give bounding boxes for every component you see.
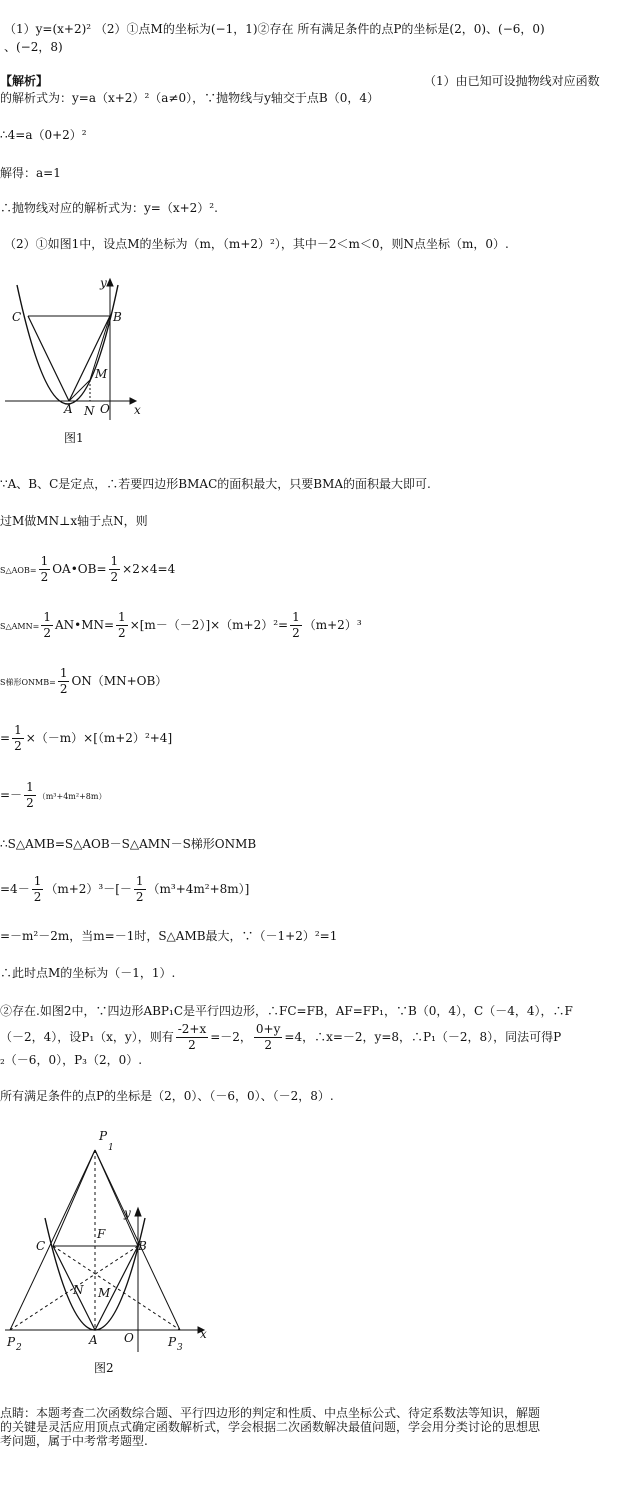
fig2-label-o: O — [124, 1331, 134, 1345]
fig2-label-y: y — [124, 1206, 131, 1220]
formula-3-lhs: S梯形ONMB= — [0, 678, 56, 687]
formula-1-lhs: S△AOB= — [0, 566, 37, 575]
formula-4 — [0, 722, 172, 754]
formula-8: =－m²－2m，当m=－1时，S△AMB最大，∵（－1+2）²=1 — [0, 929, 338, 943]
numerator: 1 — [292, 610, 300, 624]
numerator: 1 — [43, 610, 51, 624]
denominator: 2 — [43, 626, 51, 640]
denominator: 2 — [40, 570, 49, 584]
part2-line-2 — [0, 1021, 561, 1053]
formula-1-mid: OA•OB= — [52, 562, 107, 576]
fig1-y-arrow — [107, 279, 113, 286]
comment-line-3: 考问题，属于中考常考题型. — [0, 1434, 148, 1448]
fig1-label-a: A — [64, 402, 73, 416]
denominator: 2 — [118, 626, 126, 640]
analysis-p1b: 的解析式为：y=a（x+2）²（a≠0），∵抛物线与y轴交于点B（0，4） — [0, 91, 379, 105]
fraction — [109, 554, 121, 585]
numerator: 1 — [26, 780, 34, 794]
part2-line-3: ₂（－6，0），P₃（2，0）. — [0, 1053, 143, 1067]
analysis-p5: （2）①如图1中，设点M的坐标为（m，（m+2）²），其中－2＜m＜0，则N点坐标（m，0）. — [4, 237, 509, 251]
analysis-p4: ∴抛物线对应的解析式为：y=（x+2）². — [0, 201, 218, 215]
fig2-label-b: B — [138, 1239, 147, 1253]
fig1-caption: 图1 — [64, 431, 84, 445]
fraction — [24, 780, 36, 811]
part2-line-1: ②存在.如图2中，∵四边形ABP₁C是平行四边形，∴FC=FB，AF=FP₁，∵B（0，4），C（－4，4），∴F — [0, 1004, 573, 1018]
part2-line-4: 所有满足条件的点P的坐标是（2，0）、（－6，0）、（－2，8）. — [0, 1089, 334, 1103]
fraction — [12, 723, 24, 754]
fraction — [32, 874, 44, 905]
denominator: 2 — [26, 796, 34, 810]
fraction — [58, 666, 70, 697]
analysis-p3: 解得：a=1 — [0, 166, 61, 180]
denominator: 2 — [33, 890, 42, 904]
numerator: 1 — [14, 723, 22, 737]
formula-6: ∴S△AMB=S△AOB－S△AMN－S梯形ONMB — [0, 837, 257, 851]
fig1-label-m: M — [95, 367, 108, 381]
fraction — [39, 554, 51, 585]
answer-line-2: 、(−2，8) — [4, 40, 63, 54]
fig2-label-p2: P — [7, 1335, 16, 1349]
fig2-y-arrow — [135, 1208, 141, 1216]
part2-line-2c: =4，∴x=－2，y=8，∴P₁（－2，8），同法可得P — [284, 1030, 562, 1044]
denominator: 2 — [264, 1038, 272, 1052]
formula-4-rhs: ×（－m）×[（m+2）²+4] — [25, 731, 173, 745]
fig1-label-n: N — [84, 404, 95, 418]
formula-2-mid2: ×[m－（－2）]×（m+2）²= — [129, 618, 289, 632]
analysis-p7: 过M做MN⊥x轴于点N，则 — [0, 514, 148, 528]
fig2-label-p1: P — [99, 1129, 108, 1143]
fraction — [41, 610, 53, 641]
formula-2-rhs: （m+2）³ — [303, 618, 362, 632]
numerator: 1 — [118, 610, 126, 624]
analysis-heading: 【解析】 — [0, 74, 49, 88]
analysis-p1a: （1）由已知可设抛物线对应函数 — [424, 74, 600, 88]
fig1-label-o: O — [100, 402, 110, 416]
comment-line-1: 点睛：本题考查二次函数综合题、平行四边形的判定和性质、中点坐标公式、待定系数法等知识，解题 — [0, 1406, 541, 1420]
formula-1-rhs: ×2×4=4 — [122, 562, 176, 576]
formula-2-mid: AN•MN= — [54, 618, 115, 632]
fig2-label-c: C — [36, 1239, 46, 1253]
formula-2-lhs: S△AMN= — [0, 622, 40, 631]
formula-3-rhs: ON（MN+OB） — [71, 674, 168, 688]
fig1-label-x: x — [134, 403, 141, 417]
formula-9: ∴此时点M的坐标为（－1，1）. — [0, 966, 176, 980]
denominator: 2 — [292, 626, 300, 640]
denominator: 2 — [59, 682, 68, 696]
fig2-label-p2-sub: 2 — [16, 1343, 22, 1353]
fig2-label-a: A — [89, 1333, 98, 1347]
numerator: 1 — [33, 874, 42, 888]
answer-line-1: （1）y=(x+2)² （2）①点M的坐标为(−1，1)②存在 所有满足条件的点P的坐标是(2，0)、(−6，0) — [4, 22, 545, 36]
analysis-p2: ∴4=a（0+2）² — [0, 128, 87, 142]
fig1-label-y: y — [100, 276, 107, 290]
part2-line-2b: =－2， — [210, 1030, 252, 1044]
fig1-segment-ca — [28, 316, 69, 401]
formula-5-rhs: （m³+4m²+8m） — [37, 792, 107, 801]
formula-3 — [0, 665, 167, 697]
formula-7 — [0, 873, 249, 905]
denominator: 2 — [135, 890, 144, 904]
fraction — [134, 874, 146, 905]
figure-1 — [0, 268, 160, 450]
formula-4-lhs: = — [0, 731, 11, 745]
numerator: 1 — [59, 666, 68, 680]
fig2-label-f: F — [97, 1227, 106, 1241]
fig2-label-p3-sub: 3 — [177, 1343, 183, 1353]
denominator: 2 — [188, 1038, 196, 1052]
fig2-label-x: x — [200, 1327, 207, 1341]
formula-7-lhs: =4－ — [0, 882, 30, 896]
formula-7-mid: （m+2）³－[－ — [45, 882, 132, 896]
fig2-label-p3: P — [168, 1335, 177, 1349]
numerator: 1 — [135, 874, 144, 888]
fraction — [116, 610, 128, 641]
figure-2 — [0, 1120, 220, 1385]
comment-line-2: 的关键是灵活应用顶点式确定函数解析式，学会根据二次函数解决最值问题，学会用分类讨论的思想思 — [0, 1420, 541, 1434]
fig2-label-m: M — [98, 1286, 111, 1300]
formula-5 — [0, 779, 106, 811]
numerator: 1 — [110, 554, 119, 568]
fig1-label-c: C — [12, 310, 22, 324]
denominator: 2 — [14, 739, 22, 753]
part2-line-2a: （－2，4），设P₁（x，y），则有 — [0, 1030, 174, 1044]
formula-5-lhs: =－ — [0, 788, 23, 802]
numerator: 0+y — [255, 1022, 281, 1036]
numerator: 1 — [40, 554, 49, 568]
fig2-caption: 图2 — [94, 1361, 114, 1375]
fig2-label-p1-sub: 1 — [108, 1143, 114, 1153]
fig1-parabola — [17, 285, 118, 404]
fraction — [290, 610, 302, 641]
analysis-p6: ∵A、B、C是定点，∴若要四边形BMAC的面积最大，只要BMA的面积最大即可. — [0, 477, 431, 491]
fig2-segment-p1p2 — [10, 1150, 95, 1330]
fig2-label-n: N — [73, 1283, 84, 1297]
fraction — [176, 1022, 209, 1053]
fig1-label-b: B — [113, 310, 122, 324]
denominator: 2 — [110, 570, 119, 584]
formula-1 — [0, 553, 175, 585]
formula-2 — [0, 609, 362, 641]
formula-7-rhs: （m³+4m²+8m）] — [147, 882, 250, 896]
fraction — [254, 1022, 282, 1053]
numerator: -2+x — [177, 1022, 207, 1036]
